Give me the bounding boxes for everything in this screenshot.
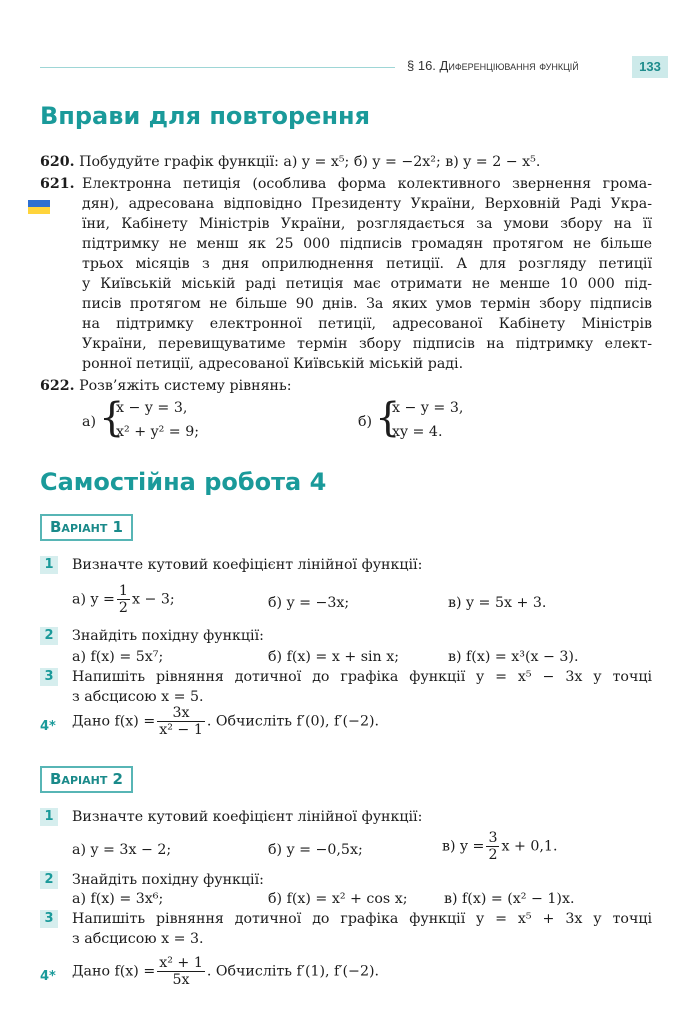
fraction: $\frac{3x}{\text{x² − 1}}$ (159, 705, 203, 738)
task-number: 3 (40, 910, 58, 928)
task-option-c: в) f(x) = (x² − 1)x. (444, 891, 575, 907)
variant-2-label: Варіант 2 (40, 766, 133, 793)
task-option-b: б) f(x) = x + sin x; (268, 649, 399, 665)
task-option-a: а) y = $\frac{1}{2}$ x − 3; (72, 583, 175, 616)
task-option-c: в) y = 5x + 3. (448, 595, 547, 611)
ukraine-flag-icon (28, 200, 50, 214)
task-number: 4* (40, 719, 56, 734)
equation: x² + y² = 9; (116, 424, 200, 440)
text-line: у Київській міській раді петиція має отримати не менше 10 000 під- (82, 276, 652, 292)
task-text: Дано f(x) = $\frac{\text{x² + 1}}{5x}$ . Обчисліть f′(1), f′(−2). (72, 955, 380, 988)
task-number: 2 (40, 871, 58, 889)
task-number: 1 (40, 556, 58, 574)
running-header (407, 58, 579, 73)
exercise-620 (40, 152, 652, 172)
review-heading: Вправи для повторення (40, 102, 371, 130)
text-line: ронної петиції, адресованої Київській міській раді. (82, 356, 464, 372)
exercise-text: Побудуйте графік функції: а) y = x⁵; б) y = −2x²; в) y = 2 − x⁵. (79, 154, 541, 170)
exercise-621-text (82, 174, 652, 374)
task-text: Напишіть рівняння дотичної до графіка функції y = x⁵ + 3x у точці з абсцисою x = 3. (72, 911, 652, 947)
exercise-number: 621. (40, 176, 75, 192)
exercise-number: 620. (40, 154, 75, 170)
text-line: трьох місяців з дня оприлюднення петиції. А для розгляду петиції (82, 256, 652, 272)
text-line: на підтримку електронної петиції, адресованої Кабінету Міністрів (82, 316, 652, 332)
task-number: 4* (40, 969, 56, 984)
exercise-622 (40, 376, 291, 396)
fraction: $\frac{\text{x² + 1}}{5x}$ (159, 955, 203, 988)
task-option-c: в) f(x) = x³(x − 3). (448, 649, 579, 665)
task-number: 1 (40, 808, 58, 826)
variant-1-label: Варіант 1 (40, 514, 133, 541)
task-number: 2 (40, 627, 58, 645)
system-b (392, 398, 463, 442)
section-number: § 16. (407, 58, 436, 73)
fraction: $\frac{1}{2}$ (118, 583, 128, 616)
page-number: 133 (632, 56, 668, 78)
section-title: Диференціювання функцій (439, 58, 579, 73)
header-rule (40, 67, 395, 68)
exercise-text: Розв’яжіть систему рівнянь: (79, 378, 292, 394)
work-heading: Самостійна робота 4 (40, 468, 327, 496)
task-option-a: а) f(x) = 5x⁷; (72, 649, 164, 665)
task-text: Знайдіть похідну функції: (72, 628, 264, 644)
task-option-b: б) y = −3x; (268, 595, 350, 611)
system-a (116, 398, 199, 442)
task-option-a: а) f(x) = 3x⁶; (72, 891, 164, 907)
equation: xy = 4. (392, 424, 443, 440)
task-option-b: б) y = −0,5x; (268, 842, 363, 858)
exercise-number: 622. (40, 378, 75, 394)
task-option-a: а) y = 3x − 2; (72, 842, 172, 858)
text-line: їни, Кабінету Міністрів України, розглядається за умови збору на її (82, 216, 652, 232)
system-b-brace: { (375, 395, 401, 441)
task-option-c: в) y = $\frac{3}{2}$ x + 0,1. (442, 830, 558, 863)
text-line: писів протягом не більше 90 днів. За яких умов термін збору підписів (82, 296, 652, 312)
task-option-b: б) f(x) = x² + cos x; (268, 891, 408, 907)
text-line: дян), адресована відповідно Президенту України, Верховній Раді Укра- (82, 196, 652, 212)
fraction: $\frac{3}{2}$ (488, 830, 498, 863)
equation: x − y = 3, (116, 400, 188, 416)
task-text: Знайдіть похідну функції: (72, 872, 264, 888)
task-text: Визначте кутовий коефіцієнт лінійної функції: (72, 809, 423, 825)
task-text: Напишіть рівняння дотичної до графіка функції y = x⁵ − 3x у точці з абсцисою x = 5. (72, 669, 652, 705)
text-line: Електронна петиція (особлива форма колективного звернення грома- (82, 176, 652, 192)
system-b-label: б) (358, 414, 373, 430)
task-number: 3 (40, 668, 58, 686)
task-text: Визначте кутовий коефіцієнт лінійної функції: (72, 557, 423, 573)
text-line: підтримку не менш як 25 000 підписів громадян протягом не більше (82, 236, 652, 252)
system-a-label: а) (82, 414, 96, 430)
task-text: Дано f(x) = $\frac{3x}{\text{x² − 1}}$ . Обчисліть f′(0), f′(−2). (72, 705, 380, 738)
system-a-brace: { (99, 395, 125, 441)
equation: x − y = 3, (392, 400, 464, 416)
text-line: України, перевищуватиме термін збору підписів на підтримку елект- (82, 336, 652, 352)
